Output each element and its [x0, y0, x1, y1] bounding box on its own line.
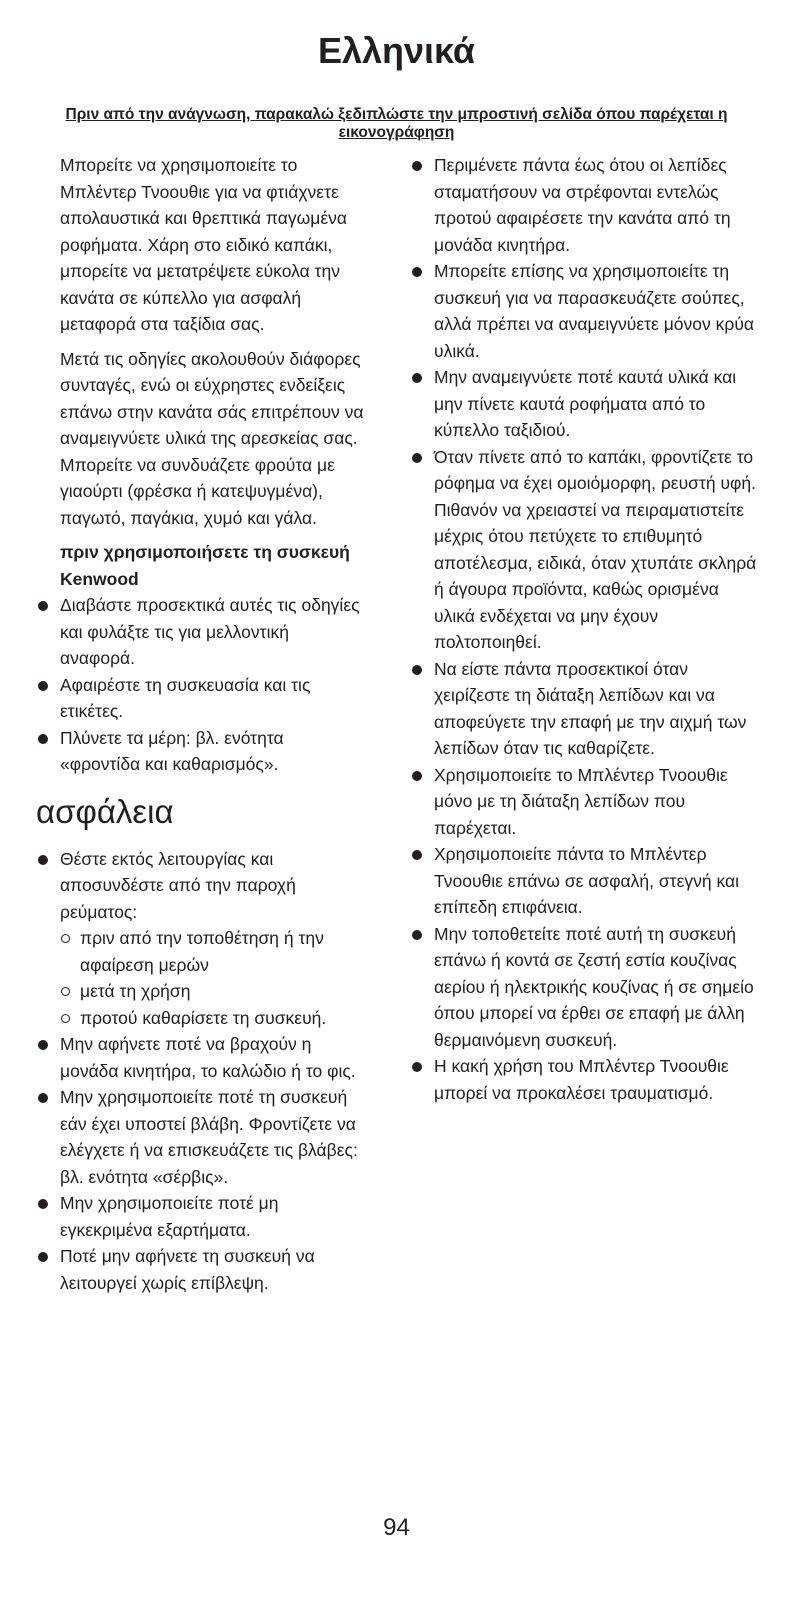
- safety-list: [36, 846, 366, 926]
- list-item: Μην τοποθετείτε ποτέ αυτή τη συσκευή επάνω ή κοντά σε ζεστή εστία κουζίνας αερίου ή ηλεκτρικής κουζίνας ή σε σημείο όπου μπορεί να έρθει σε επαφή με άλλη θερμαινόμενη συσκευή.: [410, 921, 760, 1054]
- fold-out-notice: Πριν από την ανάγνωση, παρακαλώ ξεδιπλώστε την μπροστινή σελίδα όπου παρέχεται η εικονογράφηση: [65, 106, 728, 141]
- list-item: Μπορείτε επίσης να χρησιμοποιείτε τη συσκευή για να παρασκευάζετε σούπες, αλλά πρέπει να αναμειγνύετε μόνον κρύα υλικά.: [410, 258, 760, 364]
- safety-list-continued: [36, 1031, 366, 1296]
- list-item: Αφαιρέστε τη συσκευασία και τις ετικέτες.: [36, 672, 366, 725]
- safety-sub-list: [36, 925, 366, 1031]
- sub-list-item: προτού καθαρίσετε τη συσκευή.: [60, 1005, 366, 1032]
- list-item: [36, 846, 366, 926]
- right-column: [410, 152, 760, 1106]
- intro-paragraph: Μετά τις οδηγίες ακολουθούν διάφορες συνταγές, ενώ οι εύχρηστες ενδείξεις επάνω στην κανάτα σάς επιτρέπουν να αναμειγνύετε υλικά της αρεσκείας σας. Μπορείτε να συνδυάζετε φρούτα με γιαούρτι (φρέσκα ή κατεψυγμένα), παγωτό, παγάκια, χυμό και γάλα.: [60, 348, 364, 528]
- list-item: Να είστε πάντα προσεκτικοί όταν χειρίζεστε τη διάταξη λεπίδων και να αποφεύγετε την επαφή με την αιχμή των λεπίδων όταν τις καθαρίζετε.: [410, 656, 760, 762]
- left-column: [36, 152, 366, 1296]
- list-item: Η κακή χρήση του Μπλέντερ Τνοουθιε μπορεί να προκαλέσει τραυματισμό.: [410, 1053, 760, 1106]
- before-use-list: [36, 592, 366, 778]
- before-use-heading: πριν χρησιμοποιήσετε τη συσκευή Kenwood: [60, 542, 350, 589]
- intro-paragraph: Μπορείτε να χρησιμοποιείτε το Μπλέντερ Τνοουθιε για να φτιάχνετε απολαυστικά και θρεπτικά παγωμένα ροφήματα. Χάρη στο ειδικό καπάκι, μπορείτε να μετατρέψετε εύκολα την κανάτα σε κύπελλο για ασφαλή μεταφορά στα ταξίδια σας.: [60, 155, 348, 334]
- page-title: Ελληνικά: [317, 30, 476, 71]
- safety-list-right: [410, 152, 760, 1106]
- list-item: Μην χρησιμοποιείτε ποτέ μη εγκεκριμένα εξαρτήματα.: [36, 1190, 366, 1243]
- list-item: Μην αφήνετε ποτέ να βραχούν η μονάδα κινητήρα, το καλώδιο ή το φις.: [36, 1031, 366, 1084]
- safety-heading: ασφάλεια: [36, 792, 174, 830]
- list-item: Ποτέ μην αφήνετε τη συσκευή να λειτουργεί χωρίς επίβλεψη.: [36, 1243, 366, 1296]
- list-item: Χρησιμοποιείτε το Μπλέντερ Τνοουθιε μόνο με τη διάταξη λεπίδων που παρέχεται.: [410, 762, 760, 842]
- sub-list-item: πριν από την τοποθέτηση ή την αφαίρεση μερών: [60, 925, 366, 978]
- sub-list-item: μετά τη χρήση: [60, 978, 366, 1005]
- list-item: Όταν πίνετε από το καπάκι, φροντίζετε το ρόφημα να έχει ομοιόμορφη, ρευστή υφή. Πιθανόν να χρειαστεί να πειραματιστείτε μέχρις ότου πετύχετε το επιθυμητό αποτέλεσμα, ειδικά, όταν χτυπάτε σκληρά ή άγουρα προϊόντα, καθώς ορισμένα υλικά ενδέχεται να μην έχουν πολτοποιηθεί.: [410, 444, 760, 656]
- list-item: Πλύνετε τα μέρη: βλ. ενότητα «φροντίδα και καθαρισμός».: [36, 725, 366, 778]
- list-item: Μην αναμειγνύετε ποτέ καυτά υλικά και μην πίνετε καυτά ροφήματα από το κύπελλο ταξιδιού.: [410, 364, 760, 444]
- list-item: Χρησιμοποιείτε πάντα το Μπλέντερ Τνοουθιε επάνω σε ασφαλή, στεγνή και επίπεδη επιφάνεια.: [410, 841, 760, 921]
- list-item: Περιμένετε πάντα έως ότου οι λεπίδες σταματήσουν να στρέφονται εντελώς προτού αφαιρέσετε την κανάτα από τη μονάδα κινητήρα.: [410, 152, 760, 258]
- list-item-text: Θέστε εκτός λειτουργίας και αποσυνδέστε από την παροχή ρεύματος:: [60, 848, 296, 922]
- list-item: Μην χρησιμοποιείτε ποτέ τη συσκευή εάν έχει υποστεί βλάβη. Φροντίζετε να ελέγχετε ή να επισκευάζετε τις βλάβες: βλ. ενότητα «σέρβις».: [36, 1084, 366, 1190]
- page-number: 94: [383, 1514, 410, 1541]
- list-item: Διαβάστε προσεκτικά αυτές τις οδηγίες και φυλάξτε τις για μελλοντική αναφορά.: [36, 592, 366, 672]
